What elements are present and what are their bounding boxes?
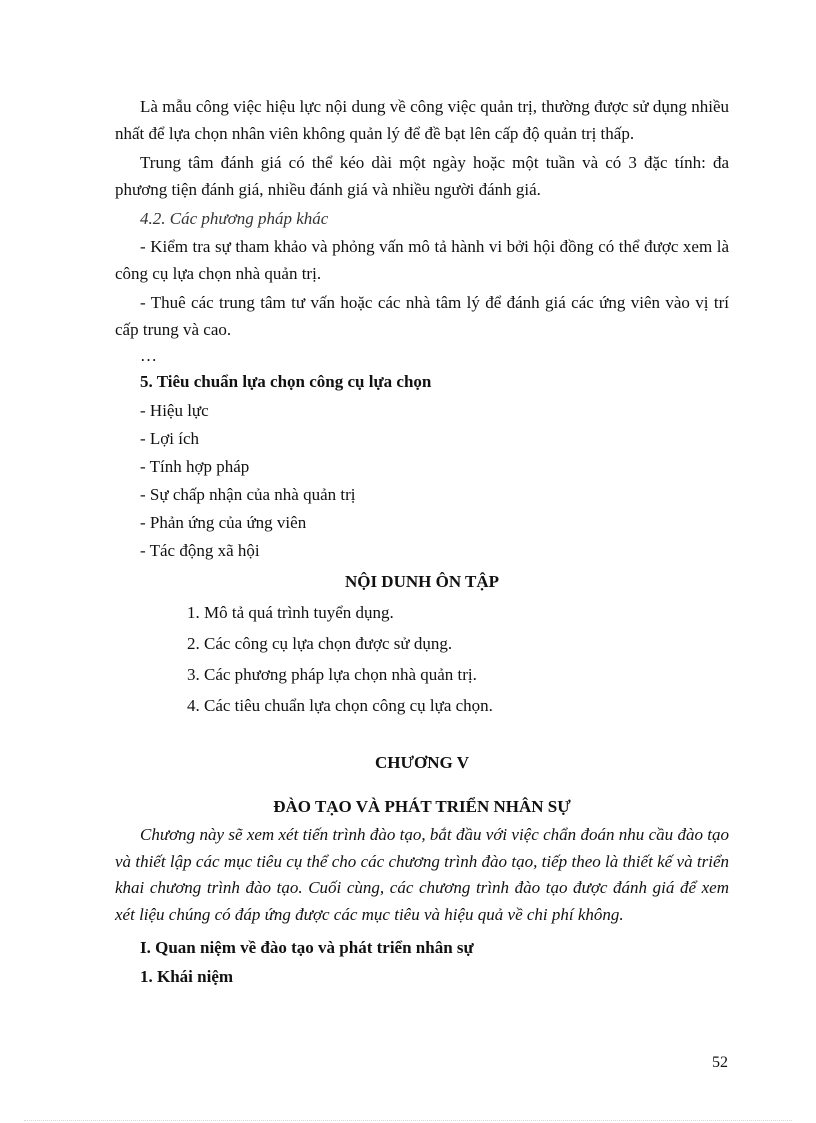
ellipsis: … bbox=[140, 346, 157, 365]
list-item: - Lợi ích bbox=[140, 429, 200, 448]
chapter-intro: Chương này sẽ xem xét tiến trình đào tạo, bắt đầu với việc chẩn đoán nhu cầu đào tạo và thiết lập các mục tiêu cụ thể cho các chương trình đào tạo, tiếp theo là thiết kế và triển khai chương trình đào tạo. Cuối cùng, các chương trình đào tạo được đánh giá để xem xét liệu chúng có đáp ứng được các mục tiêu và hiệu quả về chi phí không. bbox=[115, 825, 729, 924]
review-item: 4. Các tiêu chuẩn lựa chọn công cụ lựa chọn. bbox=[187, 696, 493, 715]
page-number: 52 bbox=[712, 1054, 728, 1071]
list-item: - Tác động xã hội bbox=[140, 541, 260, 560]
list-item: - Hiệu lực bbox=[140, 401, 209, 420]
paragraph-assessment-center: Trung tâm đánh giá có thể kéo dài một ngày hoặc một tuần và có 3 đặc tính: đa phương tiện đánh giá, nhiều đánh giá và nhiều người đánh giá. bbox=[115, 153, 729, 199]
page-bottom-divider bbox=[24, 1120, 792, 1121]
list-item: - Tính hợp pháp bbox=[140, 457, 250, 476]
review-title: NỘI DUNH ÔN TẬP bbox=[344, 572, 500, 591]
review-item: 2. Các công cụ lựa chọn được sử dụng. bbox=[187, 634, 453, 653]
section-heading: I. Quan niệm về đào tạo và phát triển nhân sự bbox=[140, 938, 474, 957]
paragraph-consultants: - Thuê các trung tâm tư vấn hoặc các nhà tâm lý để đánh giá các ứng viên vào vị trí cấp trung và cao. bbox=[115, 293, 729, 339]
chapter-title: ĐÀO TẠO VÀ PHÁT TRIỂN NHÂN SỰ bbox=[273, 797, 571, 816]
list-item: - Sự chấp nhận của nhà quản trị bbox=[140, 485, 356, 504]
review-item: 1. Mô tả quá trình tuyển dụng. bbox=[187, 603, 394, 622]
paragraph-reference-check: - Kiểm tra sự tham khảo và phỏng vấn mô tả hành vi bởi hội đồng có thể được xem là công cụ lựa chọn nhà quản trị. bbox=[115, 237, 729, 283]
subsection-heading: 1. Khái niệm bbox=[140, 967, 234, 986]
chapter-number: CHƯƠNG V bbox=[375, 753, 469, 772]
paragraph-work-sample: Là mẫu công việc hiệu lực nội dung về công việc quản trị, thường được sử dụng nhiều nhất để lựa chọn nhân viên không quản lý để đề bạt lên cấp độ quản trị thấp. bbox=[115, 97, 729, 143]
section-5-heading: 5. Tiêu chuẩn lựa chọn công cụ lựa chọn bbox=[140, 372, 432, 391]
page-content bbox=[115, 93, 729, 992]
list-item: - Phản ứng của ứng viên bbox=[140, 513, 307, 532]
review-item: 3. Các phương pháp lựa chọn nhà quản trị. bbox=[187, 665, 477, 684]
subheading-other-methods: 4.2. Các phương pháp khác bbox=[140, 209, 329, 228]
